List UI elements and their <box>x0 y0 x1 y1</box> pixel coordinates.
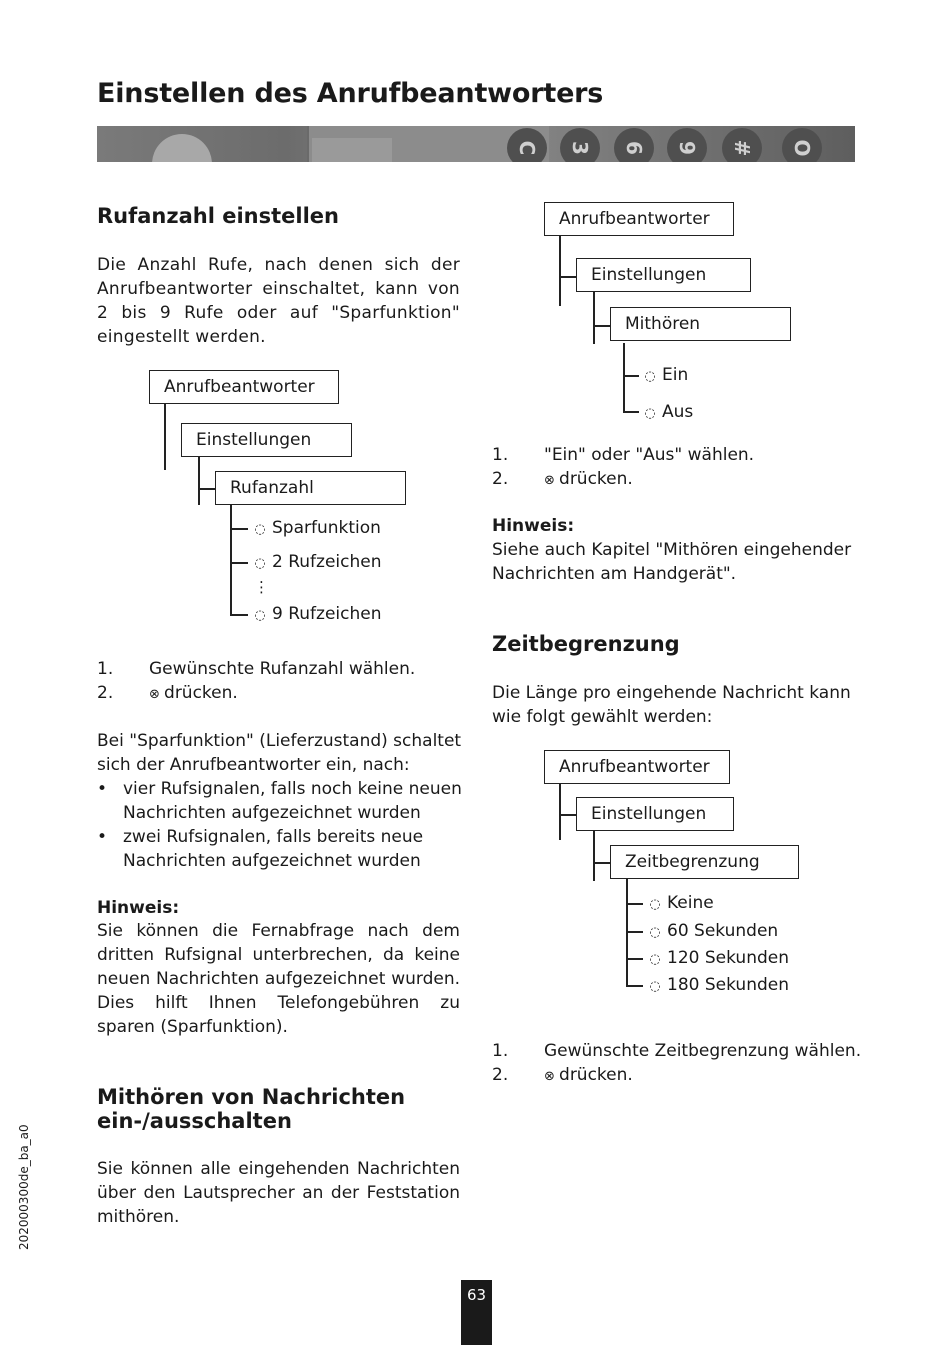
banner-key: O <box>782 128 822 162</box>
step-number: 2. <box>492 469 509 489</box>
step-text: "Ein" oder "Aus" wählen. <box>544 445 755 465</box>
option-label: Ein <box>662 365 689 385</box>
radio-option-icon: ◌ <box>644 369 656 384</box>
radio-option-icon: ◌ <box>254 556 266 571</box>
banner-key: 9 <box>667 128 707 162</box>
note-title: Hinweis: <box>97 898 180 918</box>
step-text: drücken. <box>559 469 633 489</box>
option-keine <box>649 893 714 915</box>
bullet-text: zwei Rufsignalen, falls bereits neue Nachrichten aufgezeichnet wurden <box>123 827 424 871</box>
banner-disc <box>152 134 212 162</box>
step-number: 2. <box>492 1065 509 1085</box>
page-title: Einstellen des Anrufbeantworters <box>97 78 604 109</box>
note-text: Siehe auch Kapitel "Mithören eingehender Nachrichten am Handgerät". <box>492 540 852 584</box>
option-label: Sparfunktion <box>272 518 381 538</box>
step-2 <box>97 681 238 707</box>
banner-key: 6 <box>614 128 654 162</box>
tree-line <box>626 958 643 960</box>
option-label: 180 Sekunden <box>667 975 789 995</box>
step-text: Gewünschte Zeitbegrenzung wählen. <box>544 1041 862 1061</box>
radio-option-icon: ◌ <box>649 979 661 994</box>
tree-line <box>626 985 643 987</box>
tree-line <box>626 879 628 986</box>
page-number: 63 <box>461 1280 492 1345</box>
bullet-dot: • <box>97 827 108 847</box>
tree-line <box>593 862 610 864</box>
ok-key-icon: ⊗ <box>544 1069 560 1084</box>
radio-option-icon: ◌ <box>254 522 266 537</box>
step-2 <box>492 1063 633 1089</box>
option-aus <box>644 402 693 424</box>
option-180-sekunden <box>649 975 789 997</box>
tree-line <box>230 562 248 564</box>
option-label: 60 Sekunden <box>667 921 779 941</box>
tree-line <box>593 292 595 344</box>
radio-option-icon: ◌ <box>649 952 661 967</box>
step-1 <box>97 657 415 681</box>
bullet-dot: • <box>97 779 108 799</box>
note-text: Sie können die Fernabfrage nach dem dritten Rufsignal unterbrechen, da keine neuen Nachrichten aufgezeichnet wurden. Dies hilft Ihnen Telefongebühren zu sparen (Sparfunktion). <box>97 921 460 1037</box>
menu-box-rufanzahl: Rufanzahl <box>215 471 406 505</box>
tree-line <box>198 488 215 490</box>
rufanzahl-intro: Die Anzahl Rufe, nach denen sich der Anrufbeantworter einschaltet, kann von 2 bis 9 Rufe oder auf "Sparfunktion" eingestellt werden. <box>97 255 460 347</box>
ok-key-icon: ⊗ <box>149 687 165 702</box>
menu-box-einstellungen: Einstellungen <box>181 423 352 457</box>
tree-line <box>559 276 576 278</box>
menu-box-einstellungen: Einstellungen <box>576 797 734 831</box>
tree-line <box>230 528 248 530</box>
note-title: Hinweis: <box>492 516 575 536</box>
radio-option-icon: ◌ <box>649 925 661 940</box>
step-text: drücken. <box>559 1065 633 1085</box>
option-label: 2 Rufzeichen <box>272 552 382 572</box>
option-9-rufzeichen <box>254 604 382 626</box>
option-2-rufzeichen <box>254 552 382 574</box>
banner-key: # <box>722 128 762 162</box>
tree-line <box>626 931 643 933</box>
step-number: 2. <box>97 683 114 703</box>
sparfunktion-paragraph: Bei "Sparfunktion" (Lieferzustand) schaltet sich der Anrufbeantworter ein, nach: <box>97 731 462 775</box>
tree-line <box>623 411 639 413</box>
bullet-text: vier Rufsignalen, falls noch keine neuen Nachrichten aufgezeichnet wurden <box>123 779 462 823</box>
menu-box-einstellungen: Einstellungen <box>576 258 751 292</box>
option-sparfunktion <box>254 518 381 540</box>
zeitbegrenzung-intro: Die Länge pro eingehende Nachricht kann wie folgt gewählt werden: <box>492 683 851 727</box>
banner-display-inner <box>312 138 392 162</box>
step-number: 1. <box>97 659 114 679</box>
banner-key: C <box>507 128 547 162</box>
step-number: 1. <box>492 445 509 465</box>
section-heading-mithoeren-2: ein-/ausschalten <box>97 1109 292 1133</box>
step-text: Gewünschte Rufanzahl wählen. <box>149 659 416 679</box>
tree-line <box>164 404 166 470</box>
option-label: 9 Rufzeichen <box>272 604 382 624</box>
mithoeren-intro: Sie können alle eingehenden Nachrichten über den Lautsprecher an der Feststation mithören. <box>97 1159 460 1227</box>
option-label: Keine <box>667 893 714 913</box>
tree-line <box>198 457 200 505</box>
tree-line <box>623 375 639 377</box>
tree-line <box>626 903 643 905</box>
section-heading-rufanzahl: Rufanzahl einstellen <box>97 204 339 228</box>
menu-box-anrufbeantworter: Anrufbeantworter <box>544 202 734 236</box>
tree-line <box>230 505 232 615</box>
section-heading-zeitbegrenzung: Zeitbegrenzung <box>492 632 680 656</box>
step-number: 1. <box>492 1041 509 1061</box>
tree-line <box>230 614 248 616</box>
section-heading-mithoeren: Mithören von Nachrichten <box>97 1085 406 1109</box>
option-label: 120 Sekunden <box>667 948 789 968</box>
tree-line <box>559 784 561 840</box>
menu-box-anrufbeantworter: Anrufbeantworter <box>544 750 730 784</box>
tree-line <box>559 814 576 816</box>
tree-line <box>593 325 610 327</box>
option-120-sekunden <box>649 948 789 970</box>
tree-line <box>623 343 625 412</box>
bullet-item <box>97 777 468 825</box>
menu-box-anrufbeantworter: Anrufbeantworter <box>149 370 339 404</box>
option-label: Aus <box>662 402 694 422</box>
step-2 <box>492 467 633 493</box>
banner-key: 3 <box>560 128 600 162</box>
radio-option-icon: ◌ <box>644 406 656 421</box>
menu-box-mithoeren: Mithören <box>610 307 791 341</box>
tree-line <box>593 831 595 881</box>
radio-option-icon: ◌ <box>649 897 661 912</box>
radio-option-icon: ◌ <box>254 608 266 623</box>
option-60-sekunden <box>649 921 778 943</box>
step-1 <box>492 443 754 467</box>
document-code: 202000300de_ba_a0 <box>17 1124 31 1250</box>
tree-line <box>559 236 561 306</box>
option-ein <box>644 365 688 387</box>
step-text: drücken. <box>164 683 238 703</box>
option-ellipsis: ⋮ <box>254 578 269 596</box>
phone-keypad-banner <box>97 126 855 162</box>
menu-box-zeitbegrenzung: Zeitbegrenzung <box>610 845 799 879</box>
step-1 <box>492 1039 861 1063</box>
bullet-item <box>97 825 468 873</box>
ok-key-icon: ⊗ <box>544 473 560 488</box>
